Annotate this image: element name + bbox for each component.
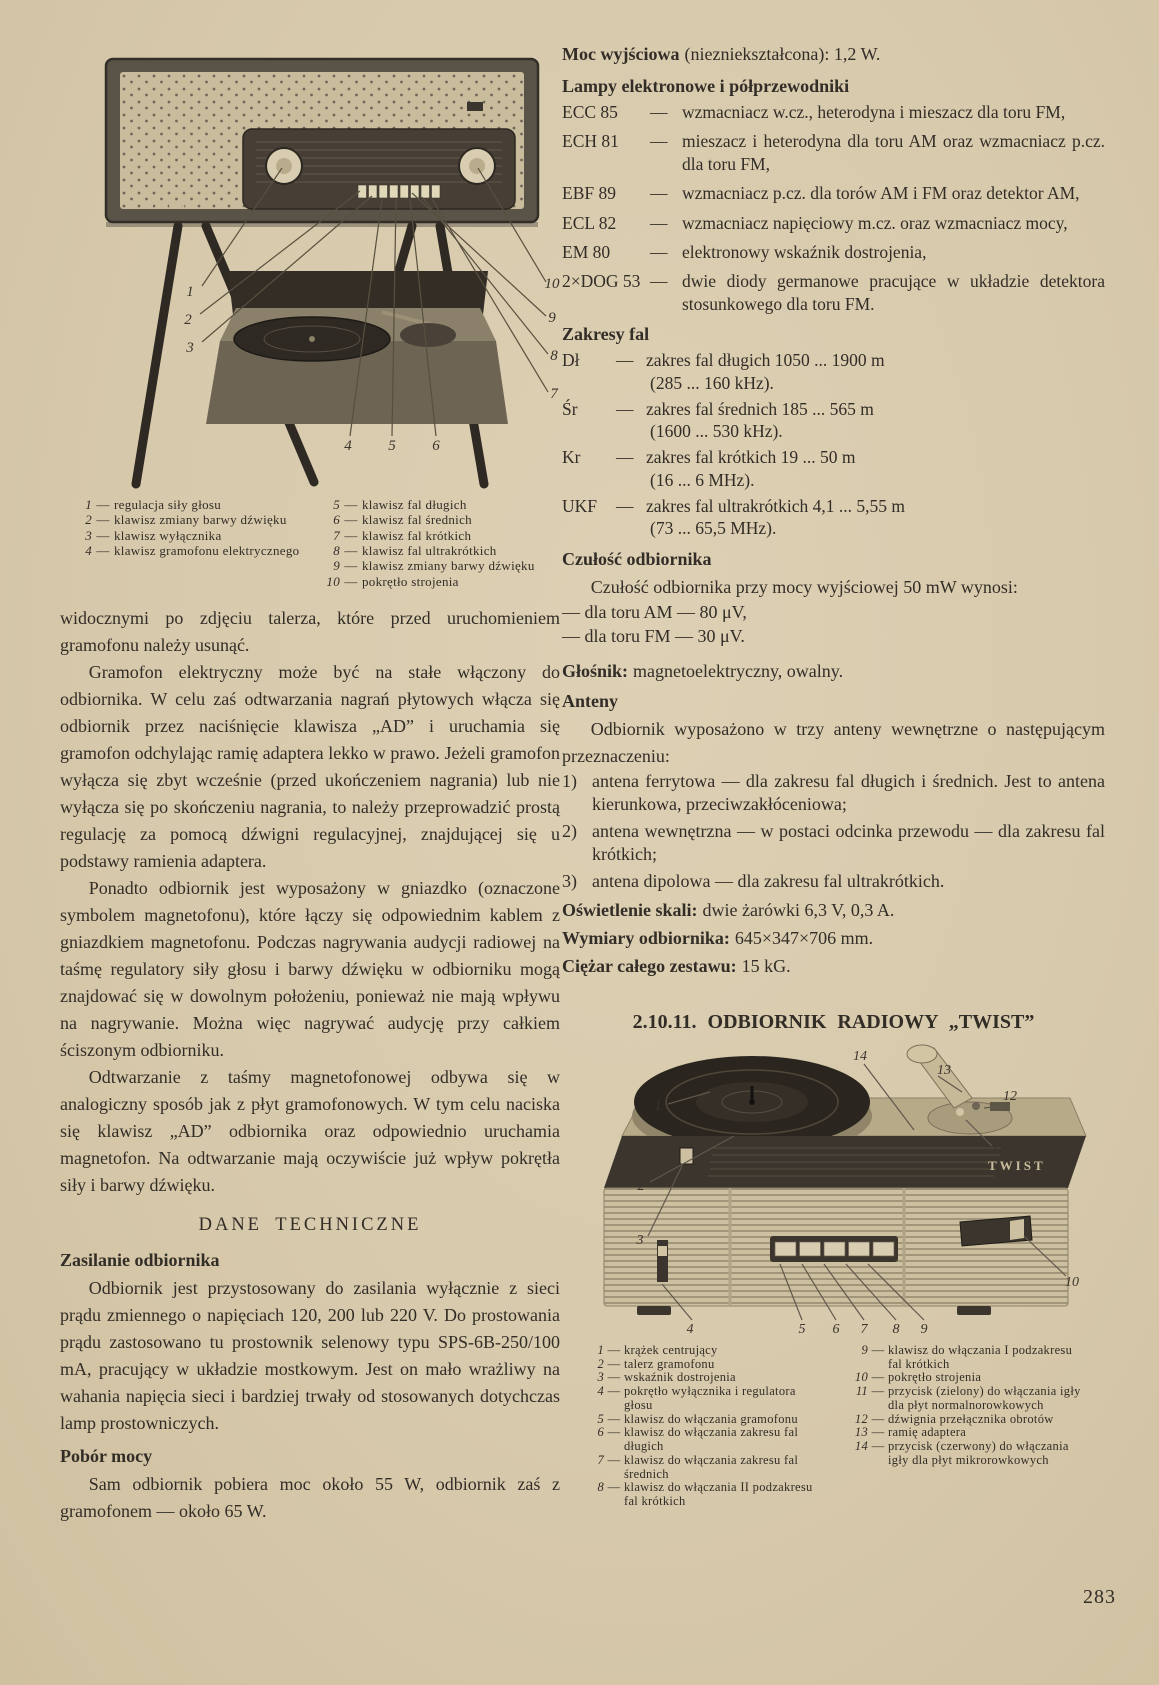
legend-number: 6 — [333, 512, 340, 528]
band-desc — [646, 398, 1105, 444]
band-name: Kr — [562, 447, 581, 468]
band-row — [562, 398, 1105, 444]
subsection-heading-anteny: Anteny — [562, 691, 619, 711]
legend-dash — [868, 1344, 888, 1372]
band-freq: (285 ... 160 kHz). — [650, 372, 774, 393]
legend-item — [318, 558, 548, 573]
antenna-text: antena ferrytowa — dla zakresu fal długich i średnich. Jest to antena kierunkowa, przeciwzakłóceniowa; — [592, 771, 1105, 815]
legend-text: klawisz fal długich — [362, 497, 467, 512]
callout-6: 6 — [432, 438, 440, 454]
legend-number: 10 — [326, 573, 340, 589]
spec-label: Oświetlenie skali: — [562, 899, 698, 920]
callout-5: 5 — [798, 1321, 806, 1337]
legend-number: 7 — [597, 1452, 604, 1467]
spec-value: (niezniekształcona): 1,2 W. — [684, 44, 881, 64]
twist-case — [604, 1045, 1086, 1315]
tube-name: EM 80 — [562, 241, 611, 262]
callout-1: 1 — [654, 1098, 662, 1114]
dash — [650, 101, 682, 123]
band-name: Śr — [562, 398, 578, 419]
legend-text: klawisz do włączania gramofonu — [624, 1411, 798, 1426]
legend-number: 8 — [597, 1480, 604, 1495]
legend-dash — [604, 1426, 624, 1454]
legend-number: 11 — [855, 1384, 868, 1399]
tube-list — [562, 101, 1105, 315]
spec-wymiary — [562, 928, 1105, 949]
legend-dash — [604, 1358, 624, 1372]
legend-text: klawisz do włączania zakresu fal średnich — [624, 1452, 799, 1481]
tube-desc: dwie diody germanowe pracujące w układzie detektora stosunkowego dla toru FM. — [682, 271, 1105, 314]
callout-12: 12 — [1003, 1088, 1017, 1104]
band-desc — [646, 349, 1105, 395]
callout-8: 8 — [892, 1321, 900, 1337]
dash — [650, 270, 682, 315]
legend-item — [844, 1413, 1082, 1427]
paragraph: Czułość odbiornika przy mocy wyjściowej 50 mW wynosi: — [590, 577, 1018, 598]
tube-name: ECC 85 — [562, 102, 618, 122]
dash — [650, 130, 682, 175]
legend-item — [580, 1344, 818, 1358]
legend-text: pokrętło strojenia — [362, 573, 459, 589]
legend-number: 12 — [854, 1411, 868, 1426]
legend-dash — [92, 497, 114, 512]
band-desc — [646, 495, 1105, 541]
band-keys — [775, 1242, 894, 1256]
callout-5: 5 — [388, 438, 396, 454]
paragraph: Sam odbiornik pobiera moc około 55 W, odbiornik zaś z gramofonem — około 65 W. — [60, 1473, 560, 1521]
band-desc — [646, 446, 1105, 492]
legend-text: pokrętło strojenia — [888, 1370, 982, 1385]
legend-item — [580, 1454, 818, 1482]
legend-dash — [340, 528, 362, 543]
legend-text: przycisk (czerwony) do włączania igły dla płyt mikrorowkowych — [888, 1439, 1069, 1467]
callout-8: 8 — [550, 348, 558, 364]
legend-dash — [604, 1413, 624, 1427]
callout-10: 10 — [544, 276, 560, 292]
legend-dash — [868, 1413, 888, 1427]
band-row — [562, 495, 1105, 541]
legend-text: krążek centrujący — [624, 1342, 718, 1357]
legend-item — [580, 1413, 818, 1427]
paragraph: Odbiornik jest przystosowany do zasilania wyłącznie z sieci prądu zmiennego o napięciach 120, 200 lub 220 V. Do prostowania prądu zastosowano tu prostownik selenowy typu SPS-6B-250/100 mA, pracujący w układzie mostkowym. Jest on mało wrażliwy na wahania napięcia sieci i bardziej trwały od stosowanych dotychczas lamp prostowniczych. — [60, 1277, 560, 1433]
tube-name: 2×DOG 53 — [562, 271, 641, 292]
legend-text: przycisk (zielony) do włączania igły dla płyt normalnorowkowych — [888, 1384, 1081, 1412]
legend-number: 9 — [333, 558, 340, 574]
legend-dash — [604, 1344, 624, 1358]
legend-item — [70, 512, 300, 527]
antenna-number: 2) — [562, 820, 577, 841]
legend-dash — [604, 1371, 624, 1385]
tube-desc: mieszacz i heterodyna dla toru AM oraz wzmacniacz p.cz. dla toru FM, — [682, 131, 1105, 174]
figure-twist-receiver — [562, 1040, 1105, 1340]
legend-item — [844, 1440, 1082, 1468]
legend-text: klawisz fal ultrakrótkich — [362, 542, 497, 558]
spec-value: 645×347×706 mm. — [734, 927, 874, 948]
band-range: zakres fal średnich 185 ... 565 m — [646, 398, 874, 419]
legend-item — [580, 1481, 818, 1509]
legend-item — [844, 1426, 1082, 1440]
spec-label: Głośnik: — [562, 661, 629, 681]
paragraph: Gramofon elektryczny może być na stałe włączony do odbiornika. W celu zaś odtwarzania nagrań płytowych włącza się odbiornik przez naciśnięcie klawisza „AD” i uruchamia się gramofon odchylając ramię adaptera lekko w prawo. Jeżeli gramofon wyłącza się zbyt wcześnie (przed ukończeniem nagrania) lub nie wyłącza się po skończeniu nagrania, to należy przeprowadzić prostą regulację za pomocą dźwigni regulacyjnej, znajdującej się u podstawy ramienia adaptera. — [60, 661, 560, 871]
legend-dash — [340, 558, 362, 573]
antenna-item — [562, 770, 1105, 817]
legend-number: 7 — [333, 527, 340, 543]
brand-logo: arkona — [146, 194, 195, 213]
legend-item — [318, 512, 548, 527]
callout-6: 6 — [832, 1321, 840, 1337]
antenna-item — [562, 820, 1105, 867]
legend-number: 5 — [597, 1411, 604, 1426]
foot — [637, 1306, 671, 1315]
legend-item — [70, 497, 300, 512]
callout-3: 3 — [636, 1232, 644, 1248]
record-compartment — [206, 271, 508, 424]
legend-text: regulacja siły głosu — [114, 497, 222, 512]
band-list — [562, 349, 1105, 540]
legend-number: 4 — [597, 1384, 604, 1399]
spec-label: Ciężar całego zestawu: — [562, 955, 737, 976]
callout-7: 7 — [550, 386, 558, 402]
subsection-heading-czulosc: Czułość odbiornika — [562, 549, 712, 570]
callout-10: 10 — [1065, 1274, 1079, 1290]
legend-text: klawisz gramofonu elektrycznego — [114, 542, 300, 558]
legend-dash — [340, 543, 362, 558]
tube-desc: elektronowy wskaźnik dostrojenia, — [682, 241, 927, 262]
legend-number: 6 — [597, 1425, 604, 1440]
callout-14: 14 — [853, 1048, 867, 1064]
spec-label: Wymiary odbiornika: — [562, 927, 730, 948]
legend-dash — [92, 528, 114, 543]
legend-dash — [868, 1371, 888, 1385]
legend-item — [844, 1344, 1082, 1372]
legend-text: klawisz do włączania I podzakresu fal krótkich — [888, 1342, 1073, 1371]
right-column — [562, 44, 1105, 1509]
section-heading-dane-techniczne: DANE TECHNICZNE — [198, 1214, 422, 1235]
spec-value: dwie żarówki 6,3 V, 0,3 A. — [702, 899, 895, 920]
legend-number: 10 — [854, 1370, 868, 1385]
legend-item — [580, 1426, 818, 1454]
spec-moc-wyjsciowa — [562, 44, 1105, 65]
dash — [650, 212, 682, 234]
band-name: UKF — [562, 495, 598, 516]
subsection-heading-lampy: Lampy elektronowe i półprzewodniki — [562, 76, 850, 96]
louvered-front — [604, 1188, 1068, 1306]
legend-dash — [92, 512, 114, 527]
sensitivity-am: — dla toru AM — 80 μV, — [562, 602, 747, 623]
legend-item — [318, 574, 548, 589]
band-row — [562, 349, 1105, 395]
legend-text: klawisz do włączania II podzakresu fal krótkich — [624, 1480, 813, 1509]
band-range: zakres fal długich 1050 ... 1900 m — [646, 350, 885, 371]
turntable-platter — [634, 1056, 870, 1148]
legend-item — [318, 497, 548, 512]
legend-dash — [868, 1385, 888, 1413]
tube-desc: wzmacniacz napięciowy m.cz. oraz wzmacniacz mocy, — [682, 212, 1068, 233]
antenna-number: 1) — [562, 771, 577, 791]
antenna-text: antena dipolowa — dla zakresu fal ultrakrótkich. — [592, 870, 945, 891]
callout-1: 1 — [186, 284, 194, 300]
figure2-legend-left — [580, 1344, 818, 1509]
paragraph: Ponadto odbiornik jest wyposażony w gniazdko (oznaczone symbolem magnetofonu), które łączy się odpowiednim kablem z gniazdkiem magnetofonu. Podczas nagrywania audycji radiowej na taśmę regulatory siły głosu i barwy dźwięku w odbiorniku mogą znajdować się w dowolnym położeniu, ponieważ nie mają wpływu na nagrywanie. Można więc nagrywać audycję przy całkiem ściszonym odbiorniku. — [60, 877, 560, 1060]
legend-item — [580, 1371, 818, 1385]
legend-item — [580, 1385, 818, 1413]
legend-dash — [868, 1426, 888, 1440]
callout-2: 2 — [184, 312, 192, 328]
legend-number: 2 — [85, 512, 92, 528]
band-freq: (73 ... 65,5 MHz). — [650, 518, 777, 539]
paragraph: Odtwarzanie z taśmy magnetofonowej odbywa się w analogiczny sposób jak z płyt gramofonowych. W tym celu naciska się klawisz „AD” odbiornika oraz odpowiednio uruchamia magnetofon. Na odtwarzanie mają oczywiście już wpływ pokrętła siły i barwy dźwięku. — [60, 1066, 560, 1195]
tube-row — [562, 212, 1105, 234]
figure1-legend-right — [318, 497, 548, 589]
tube-name: ECL 82 — [562, 212, 617, 233]
band-range: zakres fal krótkich 19 ... 50 m — [646, 447, 856, 468]
callout-4: 4 — [344, 438, 352, 454]
legend-dash — [92, 543, 114, 558]
red-button — [972, 1102, 980, 1110]
tube-row — [562, 101, 1105, 123]
legend-number: 8 — [333, 542, 340, 558]
subsection-heading-zasilanie: Zasilanie odbiornika — [60, 1249, 220, 1270]
legend-number: 5 — [333, 497, 340, 512]
page-number: 283 — [1083, 1586, 1116, 1608]
figure2-legend — [580, 1344, 1105, 1509]
legend-dash — [604, 1481, 624, 1509]
legend-item — [70, 528, 300, 543]
tube-desc: wzmacniacz w.cz., heterodyna i mieszacz dla toru FM, — [682, 102, 1066, 122]
legend-text: klawisz fal krótkich — [362, 527, 472, 543]
legend-dash — [340, 497, 362, 512]
callout-2: 2 — [637, 1178, 645, 1194]
foot — [957, 1306, 991, 1315]
tube-name: EBF 89 — [562, 183, 616, 204]
band-name: Dł — [562, 350, 580, 371]
legend-text: pokrętło wyłącznika i regulatora głosu — [624, 1384, 796, 1412]
legend-number: 1 — [597, 1342, 604, 1357]
dash — [650, 241, 682, 263]
legend-item — [318, 543, 548, 558]
legend-item — [580, 1358, 818, 1372]
antenna-item — [562, 870, 1105, 893]
legend-dash — [340, 512, 362, 527]
spec-value: 15 kG. — [741, 955, 791, 976]
legend-text: klawisz zmiany barwy dźwięku — [362, 558, 535, 574]
figure-arkona-radio — [60, 46, 560, 491]
spec-label: Moc wyjściowa — [562, 44, 680, 64]
callout-3: 3 — [186, 340, 194, 356]
front-dark-panel — [604, 1136, 1086, 1188]
section-heading-twist: 2.10.11. ODBIORNIK RADIOWY „TWIST” — [632, 1010, 1035, 1033]
band-freq: (1600 ... 530 kHz). — [650, 421, 783, 442]
tube-row — [562, 130, 1105, 175]
legend-text: talerz gramofonu — [624, 1356, 715, 1371]
legend-text: dźwignia przełącznika obrotów — [888, 1411, 1054, 1426]
legend-dash — [340, 574, 362, 589]
paragraph: widocznymi po zdjęciu talerza, które przed uruchomieniem gramofonu należy usunąć. — [60, 607, 560, 655]
callout-7: 7 — [860, 1321, 868, 1337]
legend-text: wskaźnik dostrojenia — [624, 1370, 736, 1385]
subsection-heading-pobor-mocy: Pobór mocy — [60, 1445, 153, 1466]
callout-13: 13 — [937, 1062, 951, 1078]
paragraph: Odbiornik wyposażono w trzy anteny wewnętrzne o następującym przeznaczeniu: — [562, 719, 1105, 766]
legend-text: klawisz do włączania zakresu fal długich — [624, 1425, 799, 1454]
legend-number: 4 — [85, 542, 92, 558]
band-row — [562, 446, 1105, 492]
legend-number: 13 — [854, 1425, 868, 1440]
spec-value: magnetoelektryczny, owalny. — [633, 661, 844, 681]
figure1-legend — [70, 497, 560, 589]
legend-text: ramię adaptera — [888, 1425, 967, 1440]
legend-number: 3 — [597, 1370, 604, 1385]
callout-9: 9 — [920, 1321, 928, 1337]
legend-number: 1 — [85, 497, 92, 512]
spec-ciezar — [562, 956, 1105, 977]
antenna-number: 3) — [562, 870, 577, 891]
band-freq: (16 ... 6 MHz). — [650, 469, 755, 490]
dash — [616, 398, 646, 444]
legend-dash — [868, 1440, 888, 1468]
spec-oswietlenie — [562, 900, 1105, 921]
legend-item — [318, 528, 548, 543]
legend-number: 9 — [861, 1342, 868, 1357]
legend-number: 2 — [597, 1356, 604, 1371]
tube-row — [562, 182, 1105, 204]
spec-glosnik — [562, 661, 1105, 682]
legend-number: 3 — [85, 527, 92, 543]
dash — [616, 446, 646, 492]
green-button — [956, 1108, 964, 1116]
twist-logo: TWIST — [988, 1157, 1046, 1173]
figure1-legend-left — [70, 497, 300, 589]
tube-row — [562, 270, 1105, 315]
dash — [616, 495, 646, 541]
callout-9: 9 — [548, 310, 556, 326]
legend-dash — [604, 1454, 624, 1482]
callout-4: 4 — [686, 1321, 694, 1337]
radio-cabinet — [106, 59, 538, 227]
dash — [650, 182, 682, 204]
dash — [616, 349, 646, 395]
tube-name: ECH 81 — [562, 131, 619, 152]
legend-text: klawisz fal średnich — [362, 512, 472, 528]
legend-dash — [604, 1385, 624, 1413]
sensitivity-fm: — dla toru FM — 30 μV. — [562, 626, 745, 647]
legend-text: klawisz wyłącznika — [114, 527, 222, 543]
legend-item — [70, 543, 300, 558]
subsection-heading-zakresy-fal: Zakresy fal — [562, 324, 650, 345]
antenna-text: antena wewnętrzna — w postaci odcinka przewodu — dla zakresu fal krótkich; — [592, 820, 1105, 865]
tube-row — [562, 241, 1105, 263]
legend-number: 14 — [854, 1439, 868, 1454]
legend-text: klawisz zmiany barwy dźwięku — [114, 512, 287, 528]
figure2-legend-right — [844, 1344, 1082, 1509]
antenna-list — [562, 770, 1105, 893]
legend-item — [844, 1371, 1082, 1385]
callout-11: 11 — [991, 1142, 1005, 1158]
legend-item — [844, 1385, 1082, 1413]
tube-desc: wzmacniacz p.cz. dla torów AM i FM oraz detektor AM, — [682, 183, 1080, 204]
left-column — [60, 46, 560, 1525]
band-range: zakres fal ultrakrótkich 4,1 ... 5,55 m — [646, 495, 906, 516]
